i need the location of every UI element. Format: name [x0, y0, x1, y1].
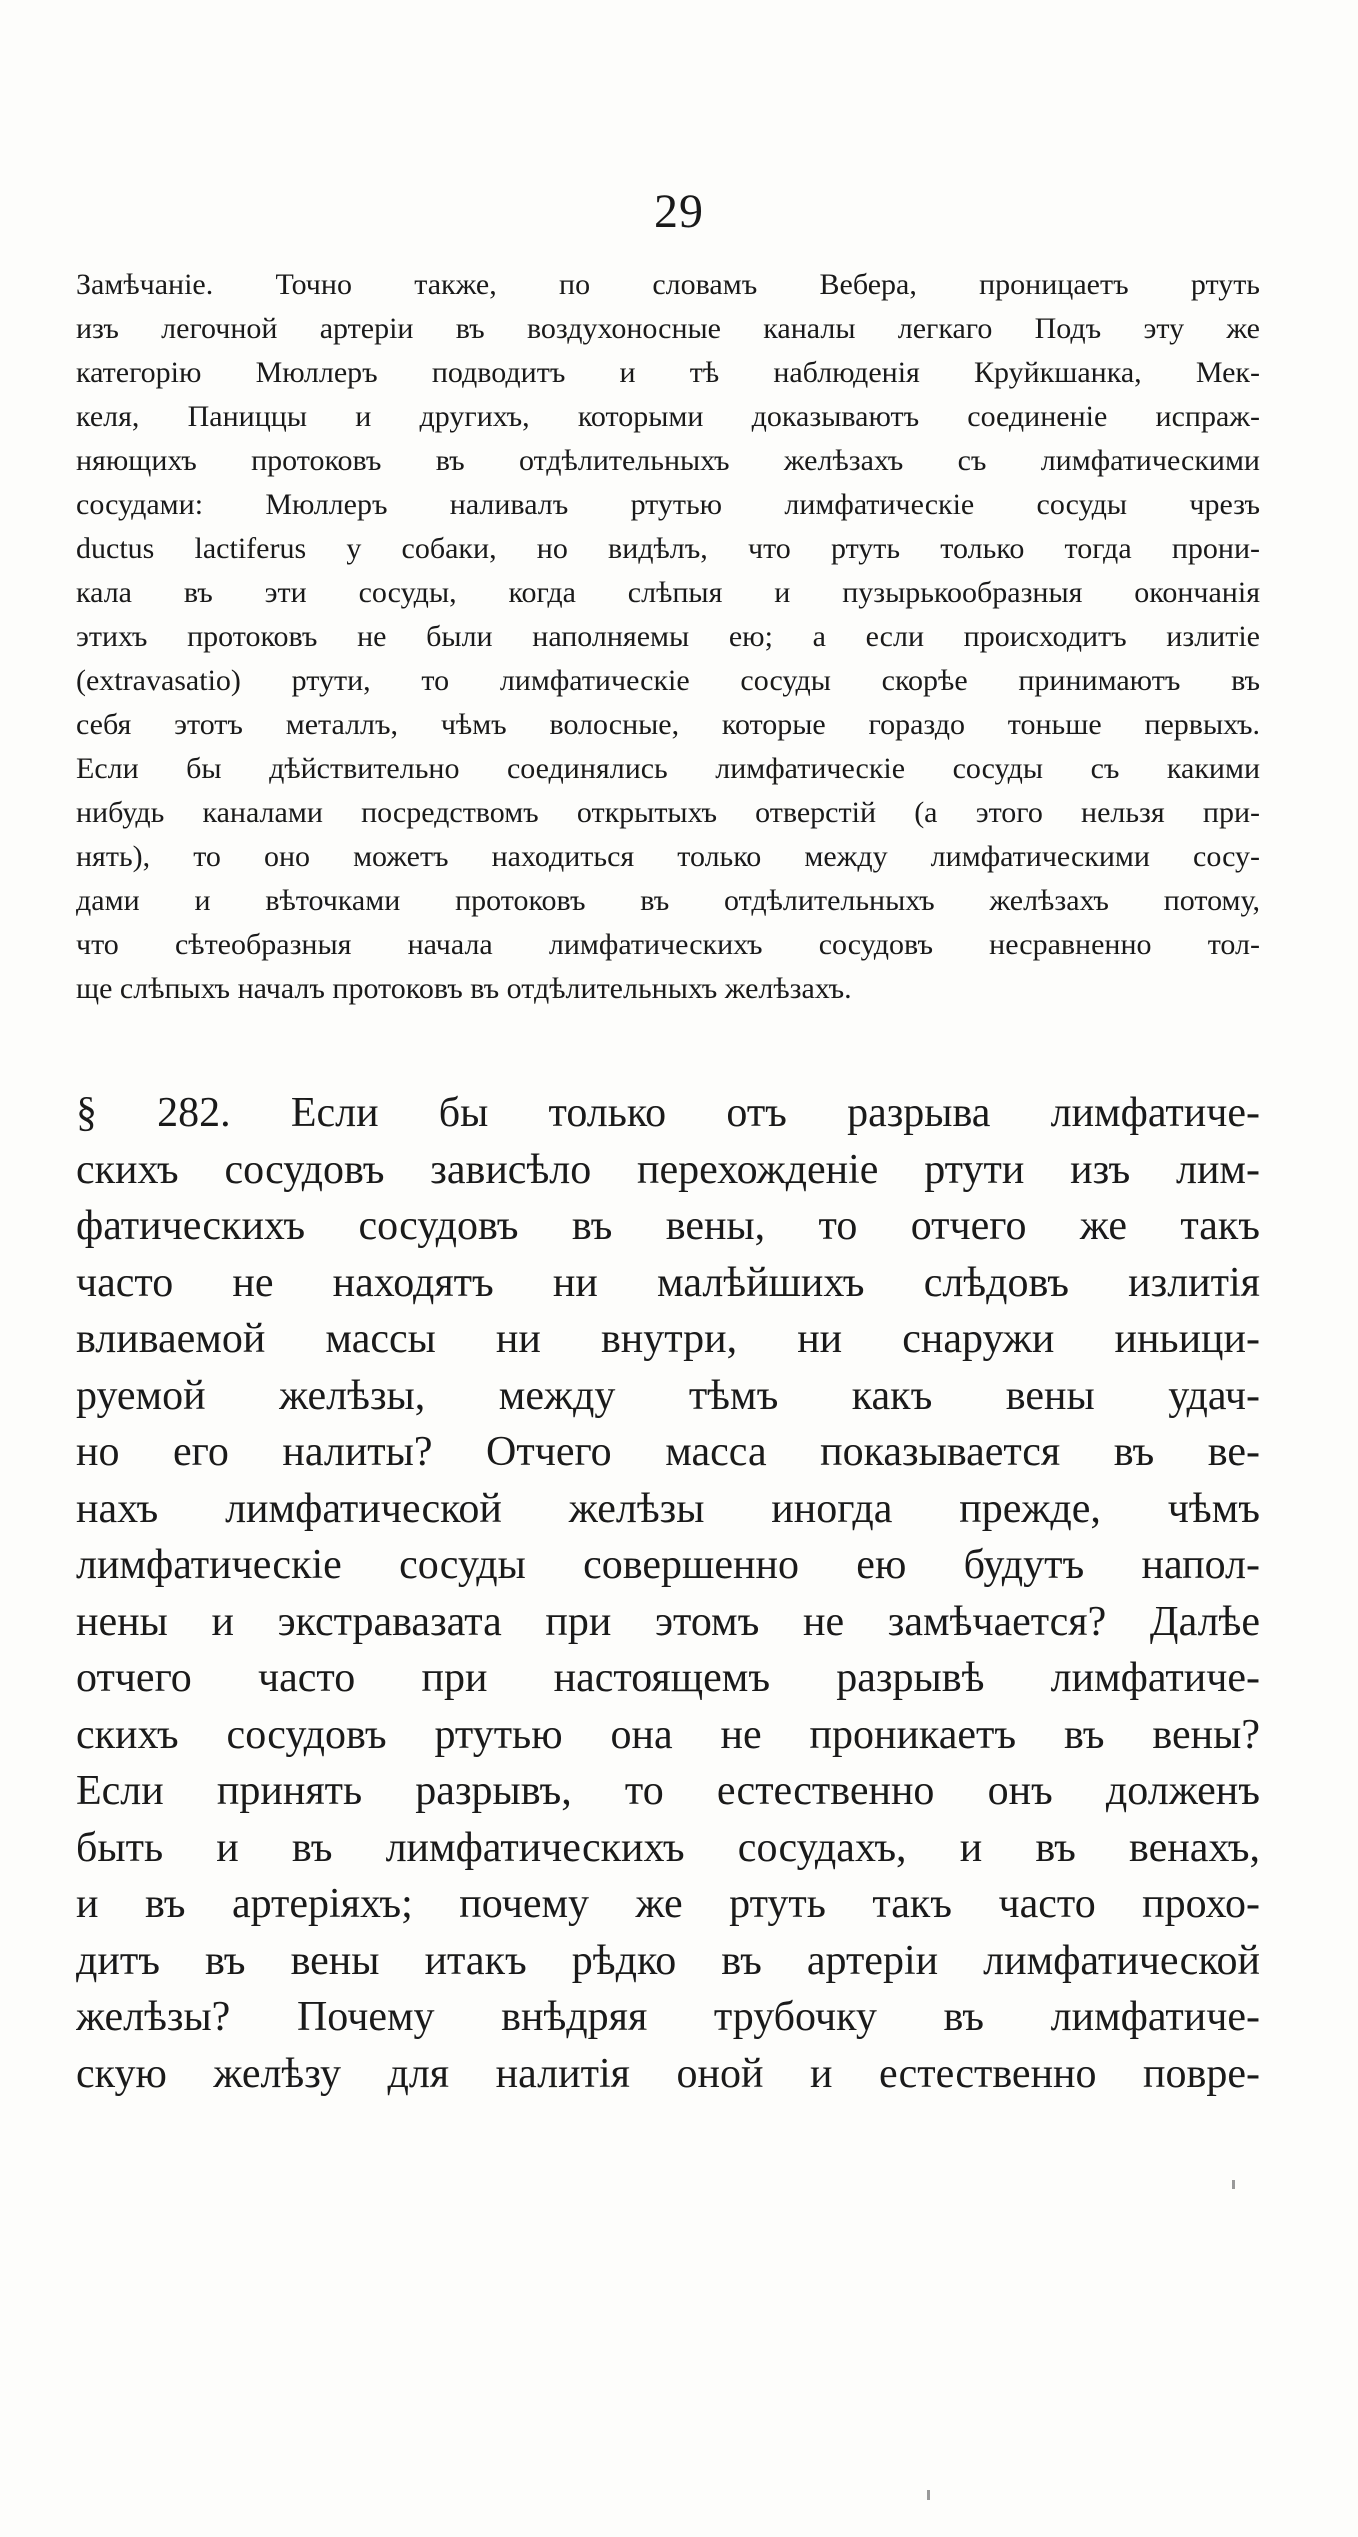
main-line: лимфатическіе сосуды совершенно ею будутъ напол-: [76, 1542, 1260, 1588]
margin-mark: [1232, 2180, 1235, 2189]
main-line: желѣзы? Почему внѣдряя трубочку въ лимфатиче-: [76, 1994, 1260, 2040]
main-line: вливаемой массы ни внутри, ни снаружи иньици-: [76, 1316, 1260, 1362]
note-line: что сѣтеобразныя начала лимфатическихъ сосудовъ несравненно тол-: [76, 928, 1260, 961]
main-line: § 282. Если бы только отъ разрыва лимфатиче-: [76, 1090, 1260, 1136]
note-line: дами и вѣточками протоковъ въ отдѣлительныхъ желѣзахъ потому,: [76, 884, 1260, 917]
main-line: скихъ сосудовъ зависѣло перехожденіе ртути изъ лим-: [76, 1146, 1260, 1193]
note-paragraph: [76, 263, 1260, 1011]
main-line: но его налиты? Отчего масса показывается въ ве-: [76, 1429, 1260, 1475]
page-number: 29: [654, 185, 704, 238]
note-line: сосудами: Мюллеръ наливалъ ртутью лимфатическіе сосуды чрезъ: [76, 488, 1260, 521]
note-line: Если бы дѣйствительно соединялись лимфатическіе сосуды съ какими: [76, 752, 1260, 785]
section-282-paragraph: [76, 1085, 1260, 2102]
note-line: (extravasatio) ртути, то лимфатическіе сосуды скорѣе принимаютъ въ: [76, 664, 1260, 697]
main-line: часто не находятъ ни малѣйшихъ слѣдовъ излитія: [76, 1259, 1260, 1306]
note-line: этихъ протоковъ не были наполняемы ею; а если происходитъ излитіе: [76, 620, 1260, 653]
note-line: нибудь каналами посредствомъ открытыхъ отверстій (а этого нельзя при-: [76, 796, 1260, 829]
main-line: скихъ сосудовъ ртутью она не проникаетъ въ вены?: [76, 1711, 1260, 1758]
main-line: фатическихъ сосудовъ въ вены, то отчего же такъ: [76, 1203, 1260, 1249]
main-line: нахъ лимфатической желѣзы иногда прежде, чѣмъ: [76, 1485, 1260, 1532]
note-line: нять), то оно можетъ находиться только между лимфатическими сосу-: [76, 840, 1260, 873]
main-line: руемой желѣзы, между тѣмъ какъ вены удач-: [76, 1372, 1260, 1419]
note-line: няющихъ протоковъ въ отдѣлительныхъ желѣзахъ съ лимфатическими: [76, 444, 1260, 477]
note-line: кала въ эти сосуды, когда слѣпыя и пузырькообразныя окончанія: [76, 576, 1260, 609]
main-line: отчего часто при настоящемъ разрывѣ лимфатиче-: [76, 1655, 1260, 1701]
note-line: изъ легочной артеріи въ воздухоносные каналы легкаго Подъ эту же: [76, 312, 1260, 345]
note-line: ще слѣпыхъ началъ протоковъ въ отдѣлительныхъ желѣзахъ.: [76, 972, 852, 1005]
margin-mark: [927, 2490, 930, 2500]
note-line: Замѣчаніе. Точно также, по словамъ Вебера, проницаетъ ртуть: [76, 268, 1260, 301]
main-line: нены и экстравазата при этомъ не замѣчается? Далѣе: [76, 1598, 1260, 1645]
note-line: категорію Мюллеръ подводитъ и тѣ наблюденія Круйкшанка, Мек-: [76, 356, 1260, 389]
main-line: скую желѣзу для налитія оной и естественно повре-: [76, 2050, 1260, 2097]
note-line: келя, Паниццы и другихъ, которыми доказываютъ соединеніе испраж-: [76, 400, 1260, 433]
main-line: дитъ въ вены итакъ рѣдко въ артеріи лимфатической: [76, 1937, 1260, 1984]
note-line: ductus lactiferus у собаки, но видѣлъ, что ртуть только тогда прони-: [76, 532, 1260, 565]
main-line: быть и въ лимфатическихъ сосудахъ, и въ венахъ,: [76, 1824, 1260, 1871]
main-line: и въ артеріяхъ; почему же ртуть такъ часто прохо-: [76, 1881, 1260, 1927]
note-line: себя этотъ металлъ, чѣмъ волосные, которые гораздо тоньше первыхъ.: [76, 708, 1260, 741]
main-line: Если принять разрывъ, то естественно онъ долженъ: [76, 1768, 1260, 1814]
